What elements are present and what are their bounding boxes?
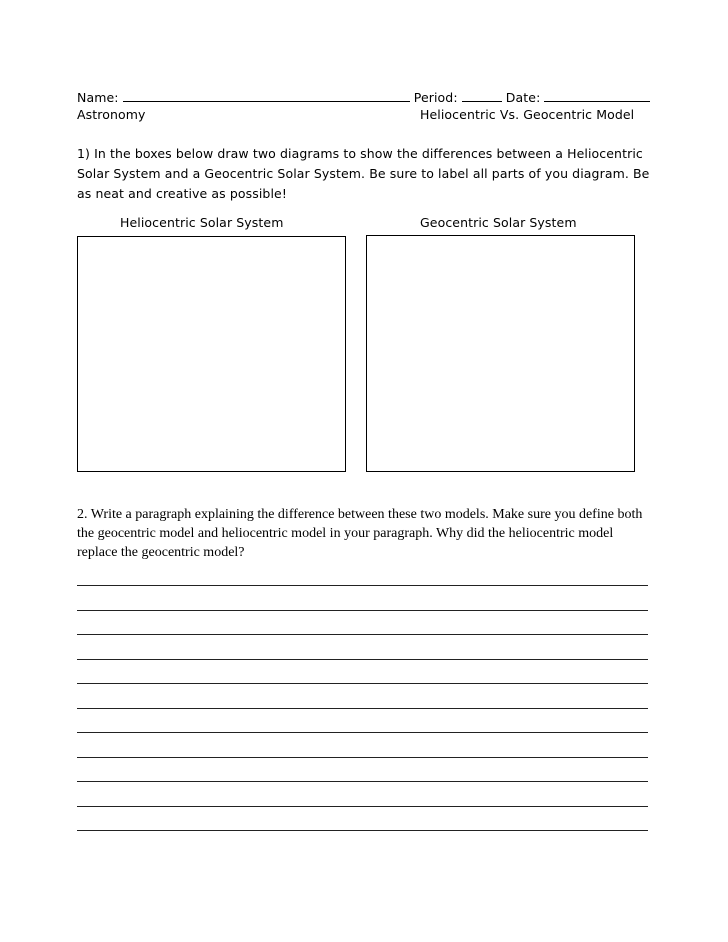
answer-line[interactable]	[77, 659, 648, 660]
answer-line[interactable]	[77, 610, 648, 611]
heliocentric-box-label: Heliocentric Solar System	[120, 215, 284, 230]
answer-line[interactable]	[77, 806, 648, 807]
answer-line[interactable]	[77, 585, 648, 586]
answer-line[interactable]	[77, 830, 648, 831]
answer-line[interactable]	[77, 757, 648, 758]
answer-line[interactable]	[77, 683, 648, 684]
subject-label: Astronomy	[77, 107, 146, 122]
answer-line[interactable]	[77, 732, 648, 733]
answer-line[interactable]	[77, 634, 648, 635]
period-field[interactable]	[462, 88, 502, 102]
period-label: Period:	[413, 90, 458, 105]
geocentric-drawing-box[interactable]	[366, 235, 635, 472]
student-info-row	[77, 88, 650, 105]
heliocentric-drawing-box[interactable]	[77, 236, 346, 472]
answer-line[interactable]	[77, 781, 648, 782]
question-1-text: 1) In the boxes below draw two diagrams to show the differences between a Heliocentric Solar System and a Geocentric Solar System. Be sure to label all parts of you diagram. Be as neat and creative as possible!	[77, 146, 650, 201]
question-2-text: 2. Write a paragraph explaining the difference between these two models. Make sure you define both the geocentric model and heliocentric model in your paragraph. Why did the heliocentric model replace the geocentric model?	[77, 507, 643, 560]
answer-line[interactable]	[77, 708, 648, 709]
worksheet-title: Heliocentric Vs. Geocentric Model	[420, 107, 635, 122]
geocentric-box-label: Geocentric Solar System	[420, 215, 577, 230]
name-field[interactable]	[123, 88, 410, 102]
date-field[interactable]	[544, 88, 650, 102]
date-label: Date:	[505, 90, 541, 105]
name-label: Name:	[77, 90, 119, 105]
